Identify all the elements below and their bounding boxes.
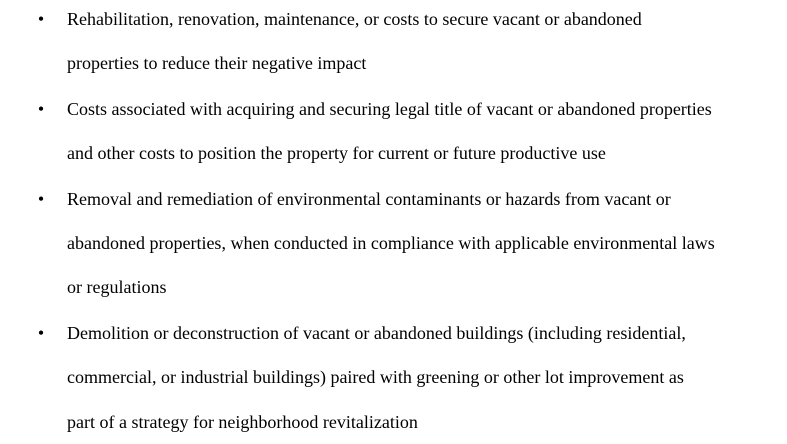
bullet-icon: • xyxy=(37,99,45,119)
list-item-text-line: Rehabilitation, renovation, maintenance, or costs to secure vacant or abandoned xyxy=(67,9,642,29)
list-item-text-line: Demolition or deconstruction of vacant or abandoned buildings (including residential, xyxy=(67,323,686,343)
bullet-icon: • xyxy=(37,323,45,343)
list-item-text-line: abandoned properties, when conducted in compliance with applicable environmental laws xyxy=(67,233,715,253)
bullet-icon: • xyxy=(37,9,45,29)
list-item-text-line: part of a strategy for neighborhood revitalization xyxy=(67,412,418,432)
list-item-text-line: Costs associated with acquiring and securing legal title of vacant or abandoned properties xyxy=(67,99,712,119)
list-item-text-line: or regulations xyxy=(67,277,167,297)
bullet-icon: • xyxy=(37,189,45,209)
list-item-text-line: commercial, or industrial buildings) paired with greening or other lot improvement as xyxy=(67,367,684,387)
list-item-text-line: Removal and remediation of environmental contaminants or hazards from vacant or xyxy=(67,189,671,209)
list-item-text-line: properties to reduce their negative impact xyxy=(67,53,367,73)
list-item-text-line: and other costs to position the property for current or future productive use xyxy=(67,143,606,163)
